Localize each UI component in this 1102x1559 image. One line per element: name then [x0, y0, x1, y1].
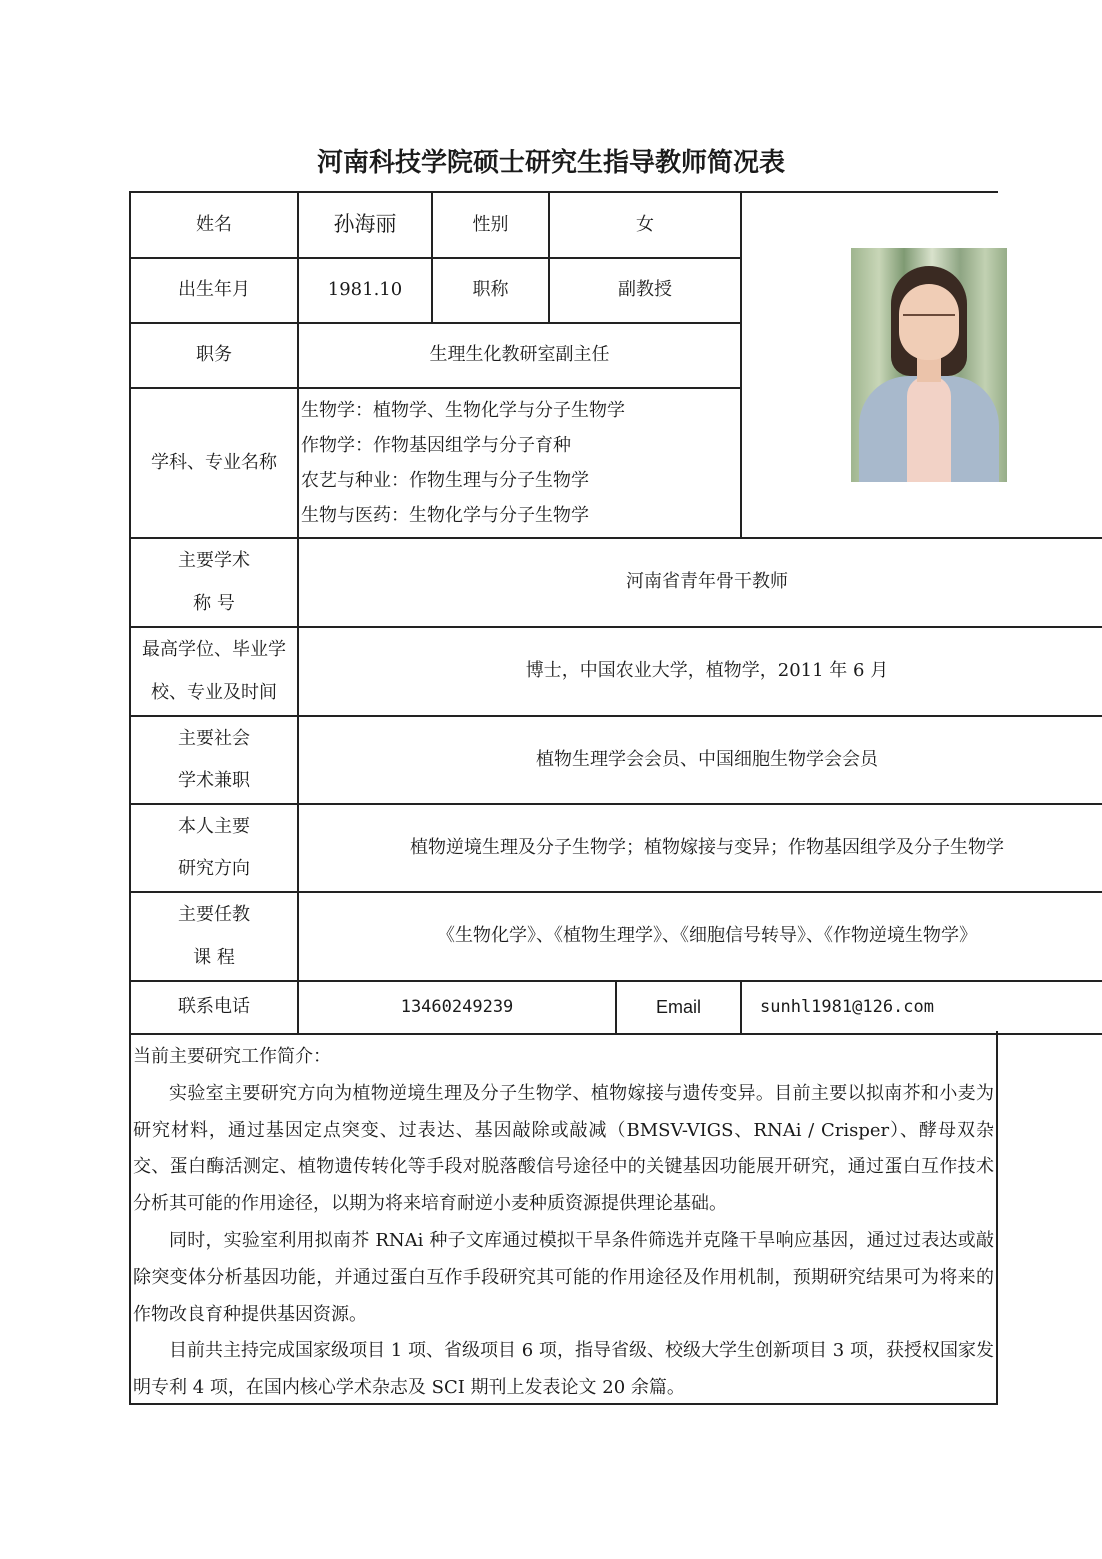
- label-major: 学科、专业名称: [131, 389, 299, 539]
- summary-paragraph: 同时，实验室利用拟南芥 RNAi 种子文库通过模拟干旱条件筛选并克隆干旱响应基因，通过过表达或敲除突变体分析基因功能，并通过蛋白互作手段研究其可能的作用途径及作用机制，预期研究结果可为将来的作物改良育种提供基因资源。: [133, 1229, 994, 1325]
- profile-table: [129, 191, 1004, 1033]
- value-degree: 博士，中国农业大学，植物学，2011 年 6 月: [299, 628, 1102, 717]
- major-line: 生物学：植物学、生物化学与分子生物学: [301, 399, 625, 421]
- value-research: 植物逆境生理及分子生物学；植物嫁接与变异；作物基因组学及分子生物学: [299, 805, 1102, 893]
- label-research: 本人主要 研究方向: [131, 805, 299, 893]
- value-phone: 13460249239: [299, 982, 617, 1035]
- label-email: Email: [617, 982, 742, 1035]
- value-name: 孙海丽: [299, 193, 433, 259]
- value-rank: 副教授: [550, 259, 742, 324]
- photo-cell: [742, 193, 1102, 539]
- label-society: 主要社会 学术兼职: [131, 717, 299, 805]
- label-honor: 主要学术 称 号: [131, 539, 299, 628]
- summary-heading: 当前主要研究工作简介：: [133, 1046, 331, 1067]
- label-courses: 主要任教 课 程: [131, 893, 299, 982]
- page-title: 河南科技学院硕士研究生指导教师简况表: [316, 148, 785, 178]
- value-email: sunhl1981@126.com: [742, 982, 1102, 1035]
- summary-paragraph: 实验室主要研究方向为植物逆境生理及分子生物学、植物嫁接与遗传变异。目前主要以拟南芥和小麦为研究材料，通过基因定点突变、过表达、基因敲除或敲减（BMSV-VIGS、RNAi / Crisper）、酵母双杂交、蛋白酶活测定、植物遗传转化等手段对脱落酸信号途径中的关键基因功能展开研究，通过蛋白互作技术分析其可能的作用途径，以期为将来培育耐逆小麦种质资源提供理论基础。: [133, 1082, 994, 1215]
- portrait-photo: [851, 248, 1007, 482]
- label-gender: 性别: [433, 193, 550, 259]
- value-gender: 女: [550, 193, 742, 259]
- label-rank: 职称: [433, 259, 550, 324]
- major-line: 农艺与种业：作物生理与分子生物学: [301, 470, 589, 491]
- major-line: 作物学：作物基因组学与分子育种: [301, 434, 571, 456]
- major-line: 生物与医药：生物化学与分子生物学: [301, 505, 589, 527]
- value-birth: 1981.10: [299, 259, 433, 324]
- value-honor: 河南省青年骨干教师: [299, 539, 1102, 628]
- label-birth: 出生年月: [131, 259, 299, 324]
- value-courses: 《生物化学》、《植物生理学》、《细胞信号转导》、《作物逆境生物学》: [299, 893, 1102, 982]
- label-position: 职务: [131, 324, 299, 389]
- research-summary: [129, 1031, 998, 1405]
- value-majors: [299, 389, 742, 539]
- value-position: 生理生化教研室副主任: [299, 324, 742, 389]
- label-name: 姓名: [131, 193, 299, 259]
- value-society: 植物生理学会会员、中国细胞生物学会会员: [299, 717, 1102, 805]
- summary-paragraph: 目前共主持完成国家级项目 1 项、省级项目 6 项，指导省级、校级大学生创新项目 3 项，获授权国家发明专利 4 项，在国内核心学术杂志及 SCI 期刊上发表论文 20 余篇。: [133, 1340, 994, 1399]
- label-degree: 最高学位、毕业学 校、专业及时间: [131, 628, 299, 717]
- label-phone: 联系电话: [131, 982, 299, 1035]
